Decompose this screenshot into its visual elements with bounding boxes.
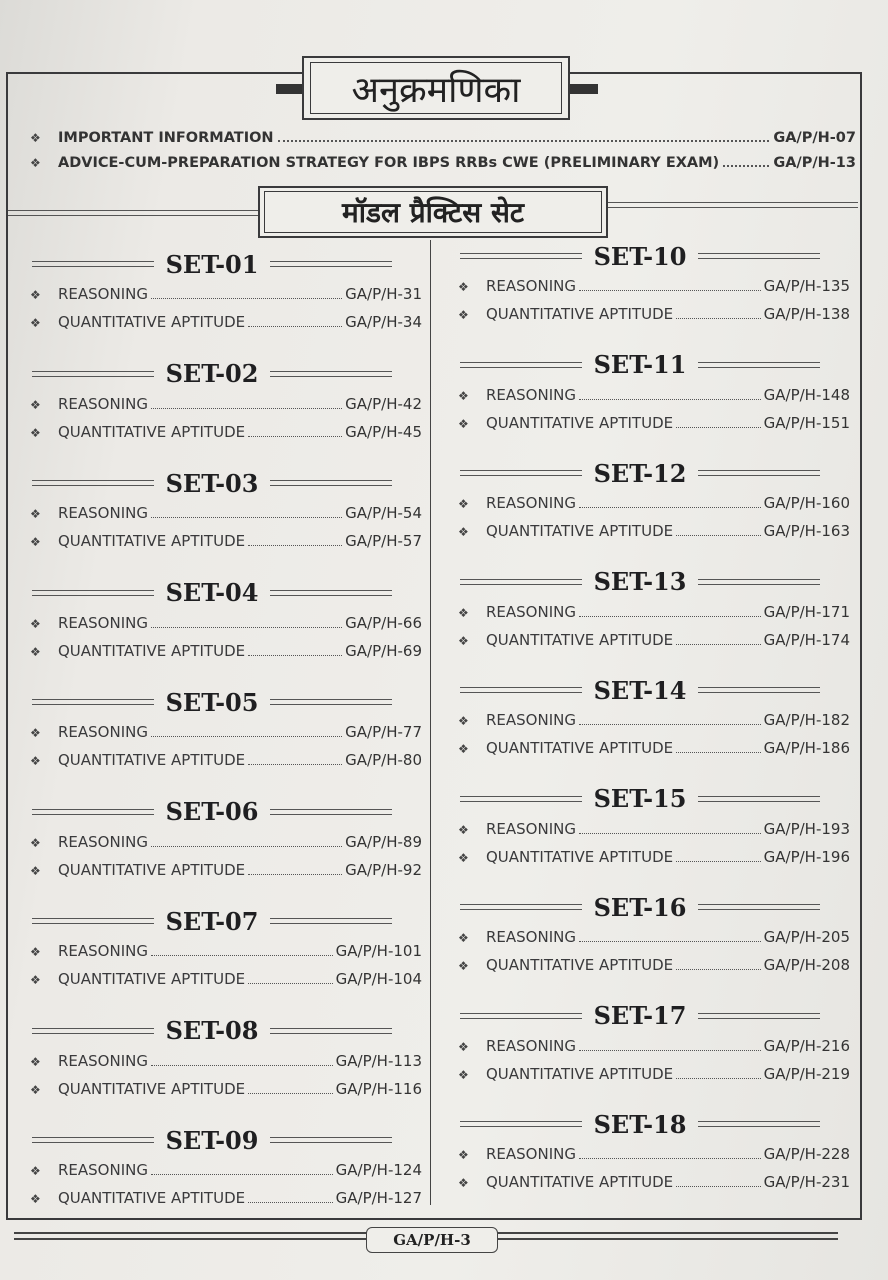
entry-page-code: GA/P/H-104	[335, 970, 422, 988]
set-title: SET-06	[165, 797, 259, 826]
bullet-icon: ❖	[458, 605, 469, 620]
subject-label: QUANTITATIVE APTITUDE	[58, 1079, 246, 1098]
heading-rule	[460, 579, 582, 585]
subject-label: QUANTITATIVE APTITUDE	[58, 970, 246, 988]
info-label: IMPORTANT INFORMATION	[58, 130, 274, 146]
toc-entry	[30, 861, 422, 883]
toc-entry	[30, 642, 422, 664]
set-heading	[460, 674, 820, 706]
set-title: SET-05	[165, 687, 259, 717]
subject-label: QUANTITATIVE APTITUDE	[58, 751, 246, 769]
entry-page-code: GA/P/H-208	[763, 956, 850, 974]
subject-label: QUANTITATIVE APTITUDE	[486, 522, 674, 540]
toc-entry	[458, 820, 850, 842]
toc-entry	[30, 285, 422, 307]
toc-entry	[30, 423, 422, 445]
entry-page-code: GA/P/H-193	[763, 819, 850, 838]
subject-label: QUANTITATIVE APTITUDE	[58, 532, 246, 550]
leader-dots	[151, 517, 342, 518]
toc-entry	[30, 1052, 422, 1074]
bullet-icon: ❖	[30, 945, 41, 959]
entry-page-code: GA/P/H-216	[763, 1036, 850, 1055]
subject-label: REASONING	[58, 942, 148, 960]
heading-rule	[32, 1137, 154, 1143]
leader-dots	[248, 436, 342, 437]
subject-label: QUANTITATIVE APTITUDE	[58, 313, 246, 331]
bullet-icon: ❖	[458, 714, 469, 728]
toc-entry	[458, 1173, 850, 1195]
leader-dots	[151, 298, 342, 299]
entry-page-code: GA/P/H-138	[763, 305, 850, 323]
bullet-icon: ❖	[30, 835, 41, 850]
entry-page-code: GA/P/H-34	[345, 313, 422, 331]
toc-entry	[30, 614, 422, 636]
index-title-box	[302, 56, 570, 120]
subject-label: QUANTITATIVE APTITUDE	[58, 1189, 246, 1207]
toc-entry	[458, 277, 850, 299]
leader-dots	[151, 408, 342, 409]
heading-rule	[460, 796, 582, 802]
heading-rule	[32, 371, 154, 377]
set-heading	[32, 1015, 392, 1047]
heading-rule	[32, 918, 154, 924]
heading-rule	[460, 470, 582, 476]
heading-rule	[698, 687, 820, 693]
set-heading	[32, 686, 392, 718]
entry-page-code: GA/P/H-228	[763, 1145, 850, 1163]
leader-dots	[579, 399, 761, 400]
heading-rule	[270, 261, 392, 267]
subject-label: REASONING	[58, 1161, 148, 1179]
toc-entry	[30, 833, 422, 855]
set-title: SET-18	[593, 1109, 687, 1139]
entry-page-code: GA/P/H-163	[763, 522, 850, 540]
entry-page-code: GA/P/H-148	[763, 385, 850, 404]
toc-entry	[30, 313, 422, 335]
entry-page-code: GA/P/H-77	[345, 723, 422, 741]
entry-page-code: GA/P/H-205	[763, 928, 850, 946]
heading-rule	[270, 590, 392, 596]
entry-page-code: GA/P/H-89	[345, 832, 422, 851]
divider-line	[8, 215, 258, 216]
set-title: SET-07	[165, 906, 259, 936]
heading-rule	[460, 253, 582, 259]
bullet-icon: ❖	[458, 959, 469, 973]
entry-page-code: GA/P/H-160	[763, 494, 850, 512]
toc-entry	[458, 956, 850, 978]
info-page-code: GA/P/H-13	[773, 155, 856, 171]
bullet-icon: ❖	[30, 425, 41, 440]
leader-dots	[579, 833, 761, 834]
leader-dots	[151, 627, 342, 628]
subject-label: QUANTITATIVE APTITUDE	[486, 630, 674, 649]
set-title: SET-17	[593, 1001, 687, 1030]
entry-page-code: GA/P/H-124	[335, 1161, 422, 1179]
model-practice-set-title-box	[258, 186, 608, 238]
subject-label: REASONING	[486, 277, 576, 295]
info-item-strategy	[30, 155, 856, 171]
leader-dots	[676, 318, 761, 319]
set-title: SET-12	[593, 458, 687, 488]
index-title: अनुक्रमणिका	[310, 62, 562, 114]
set-heading	[460, 349, 820, 381]
set-title: SET-02	[165, 359, 259, 388]
subject-label: REASONING	[486, 1036, 576, 1055]
subject-label: QUANTITATIVE APTITUDE	[486, 1173, 674, 1191]
heading-rule	[270, 809, 392, 815]
set-heading	[32, 358, 392, 390]
heading-rule	[32, 699, 154, 705]
entry-page-code: GA/P/H-171	[763, 602, 850, 621]
toc-entry	[458, 739, 850, 761]
subject-label: QUANTITATIVE APTITUDE	[486, 739, 674, 757]
subject-label: REASONING	[58, 285, 148, 303]
bullet-icon: ❖	[458, 1039, 469, 1054]
set-heading	[32, 1124, 392, 1156]
heading-rule	[698, 579, 820, 585]
bullet-icon: ❖	[458, 633, 469, 648]
bullet-icon: ❖	[30, 288, 41, 302]
entry-page-code: GA/P/H-92	[345, 860, 422, 879]
heading-rule	[270, 371, 392, 377]
leader-dots	[579, 1158, 761, 1159]
heading-rule	[698, 362, 820, 368]
bullet-icon: ❖	[30, 397, 41, 412]
leader-dots	[248, 655, 342, 656]
toc-entry	[458, 305, 850, 327]
set-heading	[32, 248, 392, 280]
bullet-icon: ❖	[30, 973, 41, 987]
bullet-icon: ❖	[458, 497, 469, 511]
leader-dots	[248, 545, 342, 546]
subject-label: REASONING	[486, 928, 576, 946]
heading-rule	[32, 1028, 154, 1034]
bullet-icon: ❖	[458, 1067, 469, 1082]
toc-entry	[458, 1065, 850, 1087]
entry-page-code: GA/P/H-116	[335, 1079, 422, 1098]
toc-entry	[30, 751, 422, 773]
toc-entry	[458, 631, 850, 653]
heading-rule	[270, 918, 392, 924]
leader-dots	[676, 535, 761, 536]
set-heading	[32, 796, 392, 828]
toc-entry	[30, 970, 422, 992]
entry-page-code: GA/P/H-127	[335, 1189, 422, 1207]
set-title: SET-10	[593, 241, 687, 271]
subject-label: REASONING	[58, 1051, 148, 1070]
heading-rule	[460, 687, 582, 693]
leader-dots	[676, 752, 761, 753]
subject-label: REASONING	[486, 1145, 576, 1163]
subject-label: REASONING	[58, 832, 148, 851]
leader-dots	[248, 326, 342, 327]
set-heading	[460, 1000, 820, 1032]
heading-rule	[698, 253, 820, 259]
toc-entry	[30, 942, 422, 964]
set-title: SET-13	[593, 567, 687, 596]
leader-dots	[579, 1050, 761, 1051]
bullet-icon: ❖	[30, 1054, 41, 1069]
bullet-icon: ❖	[30, 726, 41, 740]
bullet-icon: ❖	[458, 850, 469, 865]
toc-entry	[458, 386, 850, 408]
bullet-icon: ❖	[30, 644, 41, 659]
heading-rule	[460, 362, 582, 368]
info-label: ADVICE-CUM-PREPARATION STRATEGY FOR IBPS RRBs CWE (PRELIMINARY EXAM)	[58, 155, 720, 171]
toc-entry	[30, 1161, 422, 1183]
bullet-icon: ❖	[30, 754, 41, 768]
bullet-icon: ❖	[458, 280, 469, 294]
leader-dots	[248, 1202, 333, 1203]
entry-page-code: GA/P/H-69	[345, 641, 422, 660]
set-heading	[460, 1108, 820, 1140]
toc-entry	[458, 414, 850, 436]
set-title: SET-09	[165, 1125, 259, 1155]
heading-rule	[460, 1013, 582, 1019]
heading-rule	[460, 1121, 582, 1127]
leader-dots	[676, 1186, 761, 1187]
leader-dots	[248, 874, 342, 875]
leader-dots	[676, 644, 761, 645]
entry-page-code: GA/P/H-182	[763, 711, 850, 729]
leader-dots	[676, 427, 761, 428]
subject-label: QUANTITATIVE APTITUDE	[58, 422, 246, 441]
leader-dots	[151, 955, 333, 956]
bullet-icon: ❖	[458, 742, 469, 756]
set-title: SET-16	[593, 892, 687, 922]
divider-line	[8, 210, 258, 211]
leader-dots	[579, 724, 761, 725]
toc-entry	[30, 1080, 422, 1102]
toc-entry	[30, 504, 422, 526]
set-heading	[460, 566, 820, 598]
set-title: SET-04	[165, 578, 259, 607]
leader-dots	[579, 290, 761, 291]
entry-page-code: GA/P/H-42	[345, 394, 422, 413]
toc-entry	[458, 1037, 850, 1059]
entry-page-code: GA/P/H-151	[763, 413, 850, 432]
bullet-icon: ❖	[458, 1176, 469, 1190]
subject-label: QUANTITATIVE APTITUDE	[58, 641, 246, 660]
heading-rule	[698, 796, 820, 802]
entry-page-code: GA/P/H-80	[345, 751, 422, 769]
entry-page-code: GA/P/H-31	[345, 285, 422, 303]
leader-dots	[676, 861, 761, 862]
entry-page-code: GA/P/H-174	[763, 630, 850, 649]
subject-label: REASONING	[58, 613, 148, 632]
subject-label: REASONING	[58, 723, 148, 741]
bullet-icon: ❖	[458, 388, 469, 403]
bullet-icon: ❖	[458, 931, 469, 945]
toc-entry	[458, 928, 850, 950]
leader-dots	[579, 616, 761, 617]
subject-label: REASONING	[486, 602, 576, 621]
heading-rule	[698, 1121, 820, 1127]
subject-label: REASONING	[486, 819, 576, 838]
leader-dots	[676, 969, 761, 970]
entry-page-code: GA/P/H-231	[763, 1173, 850, 1191]
set-heading	[32, 467, 392, 499]
set-title: SET-01	[165, 249, 259, 279]
leader-dots	[579, 941, 761, 942]
subject-label: QUANTITATIVE APTITUDE	[58, 860, 246, 879]
heading-rule	[698, 904, 820, 910]
toc-entry	[30, 395, 422, 417]
entry-page-code: GA/P/H-135	[763, 277, 850, 295]
bullet-icon: ❖	[30, 863, 41, 878]
leader-dots	[151, 736, 342, 737]
heading-rule	[32, 480, 154, 486]
entry-page-code: GA/P/H-219	[763, 1064, 850, 1083]
subject-label: QUANTITATIVE APTITUDE	[486, 1064, 674, 1083]
bullet-icon: ❖	[30, 1082, 41, 1097]
leader-dots	[579, 507, 761, 508]
divider-line	[608, 202, 858, 203]
leader-dots	[151, 1174, 333, 1175]
set-title: SET-03	[165, 468, 259, 498]
set-heading	[460, 240, 820, 272]
heading-rule	[32, 261, 154, 267]
subject-label: REASONING	[58, 394, 148, 413]
toc-entry	[458, 522, 850, 544]
toc-entry	[458, 848, 850, 870]
leader-dots	[248, 764, 342, 765]
entry-page-code: GA/P/H-45	[345, 422, 422, 441]
toc-entry	[458, 494, 850, 516]
set-heading	[460, 891, 820, 923]
leader-dots	[151, 846, 342, 847]
heading-rule	[460, 904, 582, 910]
heading-rule	[270, 480, 392, 486]
bullet-icon: ❖	[30, 616, 41, 631]
set-title: SET-11	[593, 350, 687, 379]
bullet-icon: ❖	[30, 507, 41, 521]
heading-rule	[270, 1137, 392, 1143]
heading-rule	[698, 470, 820, 476]
leader-dots	[248, 1093, 333, 1094]
leader-dots	[151, 1065, 333, 1066]
column-divider	[430, 240, 431, 1205]
toc-entry	[30, 532, 422, 554]
set-title: SET-15	[593, 784, 687, 813]
bullet-icon: ❖	[458, 1148, 469, 1162]
bullet-icon: ❖	[30, 156, 41, 170]
entry-page-code: GA/P/H-196	[763, 847, 850, 866]
subject-label: REASONING	[486, 385, 576, 404]
bullet-icon: ❖	[458, 822, 469, 837]
toc-entry	[458, 1145, 850, 1167]
set-heading	[32, 905, 392, 937]
entry-page-code: GA/P/H-113	[335, 1051, 422, 1070]
set-heading	[32, 577, 392, 609]
divider-line	[608, 207, 858, 208]
entry-page-code: GA/P/H-66	[345, 613, 422, 632]
bullet-icon: ❖	[458, 416, 469, 431]
subject-label: REASONING	[486, 711, 576, 729]
toc-entry	[458, 711, 850, 733]
subject-label: QUANTITATIVE APTITUDE	[486, 847, 674, 866]
subject-label: REASONING	[486, 494, 576, 512]
entry-page-code: GA/P/H-101	[335, 942, 422, 960]
page-number: GA/P/H-3	[366, 1227, 498, 1253]
title-tab-right	[568, 84, 598, 94]
heading-rule	[32, 809, 154, 815]
bullet-icon: ❖	[30, 131, 41, 145]
heading-rule	[32, 590, 154, 596]
entry-page-code: GA/P/H-57	[345, 532, 422, 550]
set-heading	[460, 783, 820, 815]
model-practice-set-title: मॉडल प्रैक्टिस सेट	[264, 191, 602, 233]
toc-entry	[30, 1189, 422, 1211]
subject-label: QUANTITATIVE APTITUDE	[486, 413, 674, 432]
bullet-icon: ❖	[30, 316, 41, 330]
info-item-important	[30, 130, 856, 146]
bullet-icon: ❖	[30, 1164, 41, 1178]
bullet-icon: ❖	[458, 308, 469, 322]
leader-dots	[278, 140, 770, 142]
set-heading	[460, 457, 820, 489]
leader-dots	[723, 165, 769, 167]
heading-rule	[270, 699, 392, 705]
bullet-icon: ❖	[458, 525, 469, 539]
subject-label: QUANTITATIVE APTITUDE	[486, 305, 674, 323]
heading-rule	[270, 1028, 392, 1034]
heading-rule	[698, 1013, 820, 1019]
set-title: SET-14	[593, 675, 687, 705]
leader-dots	[248, 983, 333, 984]
entry-page-code: GA/P/H-186	[763, 739, 850, 757]
subject-label: QUANTITATIVE APTITUDE	[486, 956, 674, 974]
entry-page-code: GA/P/H-54	[345, 504, 422, 522]
toc-entry	[30, 723, 422, 745]
info-page-code: GA/P/H-07	[773, 130, 856, 146]
bullet-icon: ❖	[30, 1192, 41, 1206]
toc-entry	[458, 603, 850, 625]
leader-dots	[676, 1078, 761, 1079]
set-title: SET-08	[165, 1016, 259, 1045]
bullet-icon: ❖	[30, 535, 41, 549]
subject-label: REASONING	[58, 504, 148, 522]
